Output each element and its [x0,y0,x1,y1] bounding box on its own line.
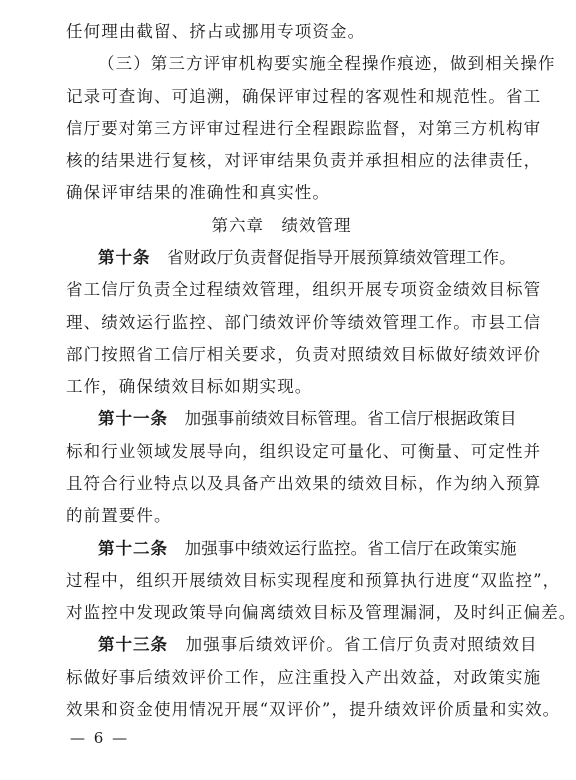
text-line: 且符合行业特点以及具备产出效果的绩效目标，作为纳入预算 [66,474,542,493]
text-line: 省工信厅负责全过程绩效管理，组织开展专项资金绩效目标管 [66,280,542,299]
text-line: 信厅要对第三方评审过程进行全程跟踪监督，对第三方机构审 [66,119,542,138]
text-line: 理、绩效运行监控、部门绩效评价等绩效管理工作。市县工信 [66,313,542,332]
article-label: 第十二条 [98,539,168,558]
text-line: （三）第三方评审机构要实施全程操作痕迹，做到相关操作 [98,54,556,73]
article-text: 加强事中绩效运行监控。省工信厅在政策实施 [168,539,517,558]
text-line: 效果和资金使用情况开展“双评价”，提升绩效评价质量和实效。 [66,700,561,719]
text-line: 记录可查询、可追溯，确保评审过程的客观性和规范性。省工 [66,87,542,106]
article-text: 省财政厅负责督促指导开展预算绩效管理工作。 [150,248,516,267]
chapter-heading: 第六章 绩效管理 [211,216,352,235]
article-label: 第十三条 [98,635,168,654]
text-line: 部门按照省工信厅相关要求，负责对照绩效目标做好绩效评价 [66,345,542,364]
page-number: — 6 — [70,729,130,747]
article-11-first-line [98,409,517,429]
article-text: 加强事后绩效评价。省工信厅负责对照绩效目 [168,635,538,654]
text-line: 标和行业领域发展导向，组织设定可量化、可衡量、可定性并 [66,442,542,461]
article-label: 第十一条 [98,409,168,428]
article-10-first-line [98,248,516,268]
article-13-first-line [98,635,538,655]
text-line: 过程中，组织开展绩效目标实现程度和预算执行进度“双监控”， [66,571,561,590]
text-line: 的前置要件。 [66,506,172,525]
text-line: 工作，确保绩效目标如期实现。 [66,377,313,396]
text-line: 核的结果进行复核，对评审结果负责并承担相应的法律责任， [66,151,542,170]
article-label: 第十条 [98,248,151,267]
text-line: 对监控中发现政策导向偏离绩效目标及管理漏洞，及时纠正偏差。 [66,603,576,622]
article-text: 加强事前绩效目标管理。省工信厅根据政策目 [168,409,517,428]
text-line: 任何理由截留、挤占或挪用专项资金。 [66,22,366,41]
article-12-first-line [98,539,517,559]
text-line: 确保评审结果的准确性和真实性。 [66,183,330,202]
text-line: 标做好事后绩效评价工作，应注重投入产出效益，对政策实施 [66,668,542,687]
